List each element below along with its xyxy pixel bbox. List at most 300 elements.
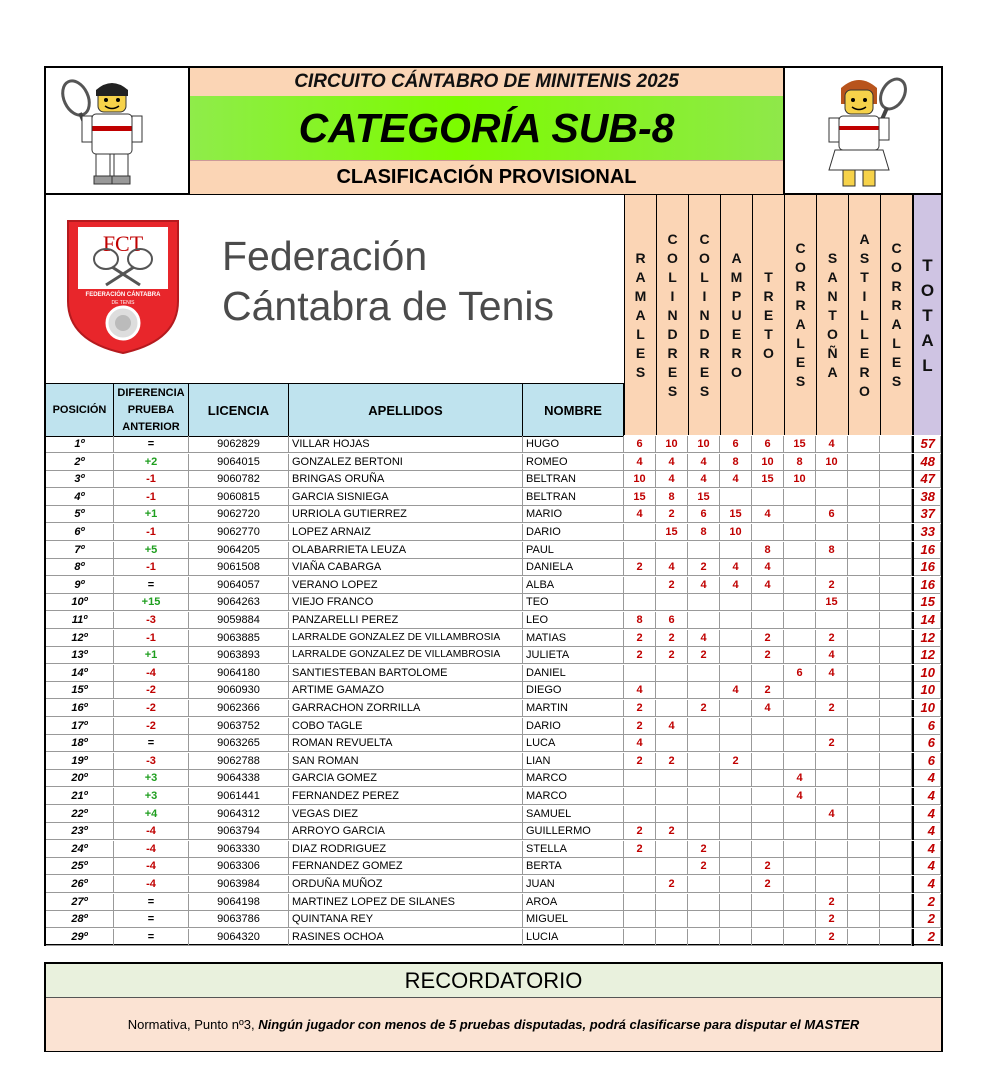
score-cell: 4	[688, 471, 720, 488]
name-cell: BERTA	[523, 858, 624, 875]
name-cell: MIGUEL	[523, 911, 624, 928]
score-cell: 6	[720, 436, 752, 453]
score-cell: 2	[752, 858, 784, 875]
name-cell: MARCO	[523, 788, 624, 805]
position-cell: 20º	[46, 770, 114, 787]
circuit-title: CIRCUITO CÁNTABRO DE MINITENIS 2025	[190, 68, 783, 96]
score-cell: 4	[784, 788, 816, 805]
name-cell: LUCA	[523, 735, 624, 752]
score-cell	[720, 647, 752, 664]
score-cell: 4	[656, 454, 688, 471]
difference-cell: -1	[114, 524, 189, 541]
score-cell	[656, 841, 688, 858]
surname-cell: SANTIESTEBAN BARTOLOME	[289, 665, 523, 682]
surname-cell: LARRALDE GONZALEZ DE VILLAMBROSIA	[289, 647, 523, 664]
total-cell: 10	[912, 665, 941, 682]
score-cell	[688, 542, 720, 559]
score-cell: 4	[752, 577, 784, 594]
table-row	[46, 911, 941, 928]
score-cell: 2	[624, 841, 656, 858]
total-cell: 10	[912, 700, 941, 717]
difference-cell: -2	[114, 700, 189, 717]
score-cell	[720, 911, 752, 928]
score-cell	[784, 929, 816, 946]
position-cell: 1º	[46, 436, 114, 453]
score-cell	[816, 823, 848, 840]
score-cell: 4	[624, 682, 656, 699]
table-row	[46, 594, 941, 611]
score-cell: 2	[656, 823, 688, 840]
score-cell: 2	[816, 735, 848, 752]
position-cell: 12º	[46, 630, 114, 647]
score-cell	[624, 524, 656, 541]
name-cell: DANIELA	[523, 559, 624, 576]
surname-cell: ARTIME GAMAZO	[289, 682, 523, 699]
score-cell	[816, 841, 848, 858]
reminder-box	[44, 962, 943, 1052]
score-cell	[784, 682, 816, 699]
score-cell	[688, 770, 720, 787]
surname-cell: ORDUÑA MUÑOZ	[289, 876, 523, 893]
score-cell	[880, 806, 912, 823]
score-cell: 2	[688, 841, 720, 858]
name-cell: MARTIN	[523, 700, 624, 717]
score-cell: 6	[752, 436, 784, 453]
score-cell	[624, 929, 656, 946]
surname-cell: COBO TAGLE	[289, 718, 523, 735]
tennis-player-girl-icon	[785, 68, 943, 193]
venue-header-label: T R E T O	[763, 268, 774, 361]
score-cell	[720, 489, 752, 506]
score-cell	[848, 542, 880, 559]
score-cell: 15	[688, 489, 720, 506]
score-cell	[784, 559, 816, 576]
score-cell	[656, 894, 688, 911]
score-cell: 4	[624, 506, 656, 523]
license-cell: 9063984	[189, 876, 289, 893]
score-cell: 8	[688, 524, 720, 541]
position-cell: 11º	[46, 612, 114, 629]
score-cell: 4	[688, 630, 720, 647]
score-cell: 10	[784, 471, 816, 488]
license-cell: 9061441	[189, 788, 289, 805]
score-cell	[848, 647, 880, 664]
score-cell	[848, 841, 880, 858]
name-cell: DARIO	[523, 718, 624, 735]
total-cell: 33	[912, 524, 941, 541]
score-cell	[848, 894, 880, 911]
score-cell	[880, 542, 912, 559]
name-cell: ROMEO	[523, 454, 624, 471]
difference-cell: +15	[114, 594, 189, 611]
score-cell: 6	[656, 612, 688, 629]
license-cell: 9063330	[189, 841, 289, 858]
table-row	[46, 700, 941, 717]
score-cell	[656, 735, 688, 752]
score-cell	[688, 806, 720, 823]
score-cell	[880, 559, 912, 576]
table-row	[46, 489, 941, 506]
position-cell: 6º	[46, 524, 114, 541]
name-cell: AROA	[523, 894, 624, 911]
venue-header-0	[624, 195, 656, 435]
score-cell	[688, 753, 720, 770]
table-row	[46, 524, 941, 541]
license-cell: 9064205	[189, 542, 289, 559]
score-cell: 4	[624, 454, 656, 471]
table-row	[46, 718, 941, 735]
surname-cell: MARTINEZ LOPEZ DE SILANES	[289, 894, 523, 911]
score-cell: 4	[752, 700, 784, 717]
venue-header-label: S A N T O Ñ A	[827, 249, 838, 380]
score-cell	[880, 436, 912, 453]
score-cell	[848, 577, 880, 594]
score-cell	[848, 735, 880, 752]
total-cell: 6	[912, 735, 941, 752]
score-cell: 2	[720, 753, 752, 770]
score-cell	[784, 524, 816, 541]
score-cell: 2	[688, 647, 720, 664]
logo-sub-text: DE TENIS	[111, 300, 135, 306]
score-cell	[752, 489, 784, 506]
surname-cell: FERNANDEZ GOMEZ	[289, 858, 523, 875]
score-cell: 4	[656, 559, 688, 576]
total-cell: 4	[912, 858, 941, 875]
score-cell	[784, 718, 816, 735]
score-cell: 2	[624, 718, 656, 735]
score-cell	[656, 682, 688, 699]
score-cell: 10	[656, 436, 688, 453]
score-cell: 6	[688, 506, 720, 523]
header-apellidos: APELLIDOS	[289, 384, 523, 436]
name-cell: LUCIA	[523, 929, 624, 946]
score-cell	[816, 770, 848, 787]
score-cell: 15	[656, 524, 688, 541]
score-cell	[752, 612, 784, 629]
federation-name-line1: Federación	[222, 233, 428, 279]
license-cell: 9064320	[189, 929, 289, 946]
license-cell: 9064338	[189, 770, 289, 787]
score-cell: 4	[816, 665, 848, 682]
score-cell	[752, 788, 784, 805]
score-cell	[688, 894, 720, 911]
player-girl-illustration	[783, 68, 943, 193]
score-cell: 2	[816, 700, 848, 717]
license-cell: 9062720	[189, 506, 289, 523]
federation-name	[222, 231, 554, 331]
tennis-player-boy-icon	[46, 68, 188, 193]
score-cell	[656, 788, 688, 805]
score-cell	[688, 612, 720, 629]
score-cell: 8	[816, 542, 848, 559]
logo-ring-text: FEDERACIÓN CÁNTABRA	[85, 292, 161, 298]
score-cell	[816, 682, 848, 699]
score-cell: 4	[688, 454, 720, 471]
surname-cell: RASINES OCHOA	[289, 929, 523, 946]
venue-header-label: A M P U E R O	[730, 249, 743, 380]
score-cell	[816, 788, 848, 805]
score-cell	[880, 594, 912, 611]
table-row	[46, 665, 941, 682]
score-cell	[848, 788, 880, 805]
license-cell: 9064263	[189, 594, 289, 611]
position-cell: 10º	[46, 594, 114, 611]
name-cell: GUILLERMO	[523, 823, 624, 840]
reminder-title: RECORDATORIO	[46, 964, 941, 998]
score-cell	[720, 788, 752, 805]
table-row	[46, 753, 941, 770]
score-cell: 4	[720, 471, 752, 488]
score-cell	[880, 735, 912, 752]
score-cell	[848, 454, 880, 471]
table-row	[46, 682, 941, 699]
name-cell: STELLA	[523, 841, 624, 858]
surname-cell: GARCIA SISNIEGA	[289, 489, 523, 506]
license-cell: 9062829	[189, 436, 289, 453]
table-row	[46, 876, 941, 893]
score-cell: 4	[656, 471, 688, 488]
score-cell	[688, 718, 720, 735]
license-cell: 9063794	[189, 823, 289, 840]
reminder-prefix: Normativa, Punto nº3,	[127, 1017, 259, 1032]
score-cell	[784, 911, 816, 928]
score-cell	[848, 524, 880, 541]
score-cell	[880, 647, 912, 664]
total-cell: 4	[912, 823, 941, 840]
score-cell	[848, 489, 880, 506]
score-cell	[752, 665, 784, 682]
score-cell	[880, 823, 912, 840]
total-cell: 4	[912, 841, 941, 858]
score-cell: 8	[784, 454, 816, 471]
classification-sheet	[44, 66, 943, 946]
score-cell: 2	[656, 753, 688, 770]
difference-cell: =	[114, 911, 189, 928]
score-cell	[656, 911, 688, 928]
score-cell	[848, 718, 880, 735]
federation-name-line2: Cántabra de Tenis	[222, 283, 555, 329]
surname-cell: GONZALEZ BERTONI	[289, 454, 523, 471]
score-cell: 10	[720, 524, 752, 541]
table-row	[46, 506, 941, 523]
total-cell: 12	[912, 630, 941, 647]
player-boy-illustration	[46, 68, 190, 193]
total-header	[912, 195, 941, 435]
score-cell	[880, 612, 912, 629]
venue-header-2	[688, 195, 720, 435]
table-row	[46, 894, 941, 911]
total-cell: 2	[912, 911, 941, 928]
license-cell: 9064312	[189, 806, 289, 823]
score-cell: 2	[816, 911, 848, 928]
score-cell	[784, 894, 816, 911]
score-cell: 2	[656, 876, 688, 893]
table-row	[46, 577, 941, 594]
score-cell	[880, 788, 912, 805]
license-cell: 9064057	[189, 577, 289, 594]
score-cell: 4	[816, 647, 848, 664]
difference-cell: -2	[114, 682, 189, 699]
federation-area	[46, 195, 624, 383]
score-cell	[720, 665, 752, 682]
position-cell: 9º	[46, 577, 114, 594]
score-cell	[752, 594, 784, 611]
score-cell	[688, 682, 720, 699]
score-cell	[880, 841, 912, 858]
score-cell	[784, 612, 816, 629]
score-cell: 4	[656, 718, 688, 735]
venue-header-label: R A M A L E S	[634, 249, 647, 380]
name-cell: HUGO	[523, 436, 624, 453]
score-cell: 4	[816, 436, 848, 453]
score-cell	[848, 876, 880, 893]
position-cell: 5º	[46, 506, 114, 523]
position-cell: 29º	[46, 929, 114, 946]
name-cell: MATIAS	[523, 630, 624, 647]
score-cell	[816, 524, 848, 541]
position-cell: 22º	[46, 806, 114, 823]
table-row	[46, 471, 941, 488]
score-cell	[656, 594, 688, 611]
score-cell	[720, 841, 752, 858]
license-cell: 9062366	[189, 700, 289, 717]
score-cell	[784, 700, 816, 717]
name-cell: DIEGO	[523, 682, 624, 699]
score-cell	[816, 612, 848, 629]
logo-initials: FCT	[102, 231, 144, 256]
score-cell	[848, 665, 880, 682]
difference-cell: -1	[114, 630, 189, 647]
score-cell: 4	[752, 559, 784, 576]
score-cell	[848, 911, 880, 928]
position-cell: 25º	[46, 858, 114, 875]
score-cell: 4	[720, 559, 752, 576]
score-cell: 4	[784, 770, 816, 787]
name-cell: LEO	[523, 612, 624, 629]
difference-cell: -1	[114, 489, 189, 506]
position-cell: 24º	[46, 841, 114, 858]
license-cell: 9061508	[189, 559, 289, 576]
score-cell	[880, 876, 912, 893]
score-cell	[880, 894, 912, 911]
table-row	[46, 770, 941, 787]
score-cell: 15	[816, 594, 848, 611]
license-cell: 9059884	[189, 612, 289, 629]
score-cell	[720, 929, 752, 946]
venue-header-5	[784, 195, 816, 435]
surname-cell: ROMAN REVUELTA	[289, 735, 523, 752]
score-cell	[688, 823, 720, 840]
surname-cell: GARCIA GOMEZ	[289, 770, 523, 787]
reminder-body	[46, 998, 941, 1051]
position-cell: 16º	[46, 700, 114, 717]
score-cell	[848, 806, 880, 823]
name-cell: PAUL	[523, 542, 624, 559]
score-cell	[784, 542, 816, 559]
difference-cell: =	[114, 894, 189, 911]
venue-header-4	[752, 195, 784, 435]
license-cell: 9060815	[189, 489, 289, 506]
venue-header-label: C O R R A L E S	[795, 240, 806, 389]
total-cell: 6	[912, 753, 941, 770]
score-cell	[752, 753, 784, 770]
name-cell: BELTRAN	[523, 489, 624, 506]
table-row	[46, 542, 941, 559]
score-cell	[816, 876, 848, 893]
table-row	[46, 788, 941, 805]
difference-cell: =	[114, 735, 189, 752]
total-cell: 16	[912, 542, 941, 559]
score-cell	[688, 876, 720, 893]
venue-header-label: C O L I N D R E S	[667, 230, 678, 399]
table-row	[46, 454, 941, 471]
score-cell	[720, 542, 752, 559]
score-cell: 10	[816, 454, 848, 471]
score-cell	[848, 612, 880, 629]
score-cell	[848, 436, 880, 453]
table-row	[46, 559, 941, 576]
venue-header-1	[656, 195, 688, 435]
score-cell	[816, 718, 848, 735]
score-cell: 2	[816, 894, 848, 911]
difference-cell: =	[114, 929, 189, 946]
score-cell	[688, 735, 720, 752]
score-cell: 4	[816, 806, 848, 823]
score-cell	[816, 559, 848, 576]
score-cell	[784, 876, 816, 893]
surname-cell: VILLAR HOJAS	[289, 436, 523, 453]
difference-cell: +4	[114, 806, 189, 823]
score-cell	[880, 524, 912, 541]
score-cell	[784, 647, 816, 664]
score-cell	[880, 506, 912, 523]
name-cell: MARIO	[523, 506, 624, 523]
score-cell	[624, 858, 656, 875]
score-cell	[688, 665, 720, 682]
score-cell	[784, 630, 816, 647]
score-cell: 2	[688, 858, 720, 875]
score-cell	[848, 753, 880, 770]
surname-cell: VIEJO FRANCO	[289, 594, 523, 611]
score-cell	[688, 788, 720, 805]
surname-cell: ARROYO GARCIA	[289, 823, 523, 840]
score-cell: 2	[752, 647, 784, 664]
score-cell	[880, 665, 912, 682]
difference-cell: +1	[114, 506, 189, 523]
score-cell	[752, 524, 784, 541]
score-cell: 6	[816, 506, 848, 523]
score-cell: 2	[752, 876, 784, 893]
score-cell	[656, 929, 688, 946]
score-cell	[624, 876, 656, 893]
name-cell: TEO	[523, 594, 624, 611]
total-cell: 37	[912, 506, 941, 523]
total-cell: 2	[912, 929, 941, 946]
difference-cell: +1	[114, 647, 189, 664]
total-cell: 15	[912, 594, 941, 611]
score-cell	[624, 665, 656, 682]
score-cell	[880, 718, 912, 735]
total-cell: 4	[912, 788, 941, 805]
score-cell: 4	[720, 682, 752, 699]
score-cell	[848, 630, 880, 647]
score-cell	[784, 594, 816, 611]
position-cell: 2º	[46, 454, 114, 471]
score-cell	[752, 806, 784, 823]
score-cell	[880, 630, 912, 647]
score-cell	[784, 489, 816, 506]
score-cell	[848, 594, 880, 611]
